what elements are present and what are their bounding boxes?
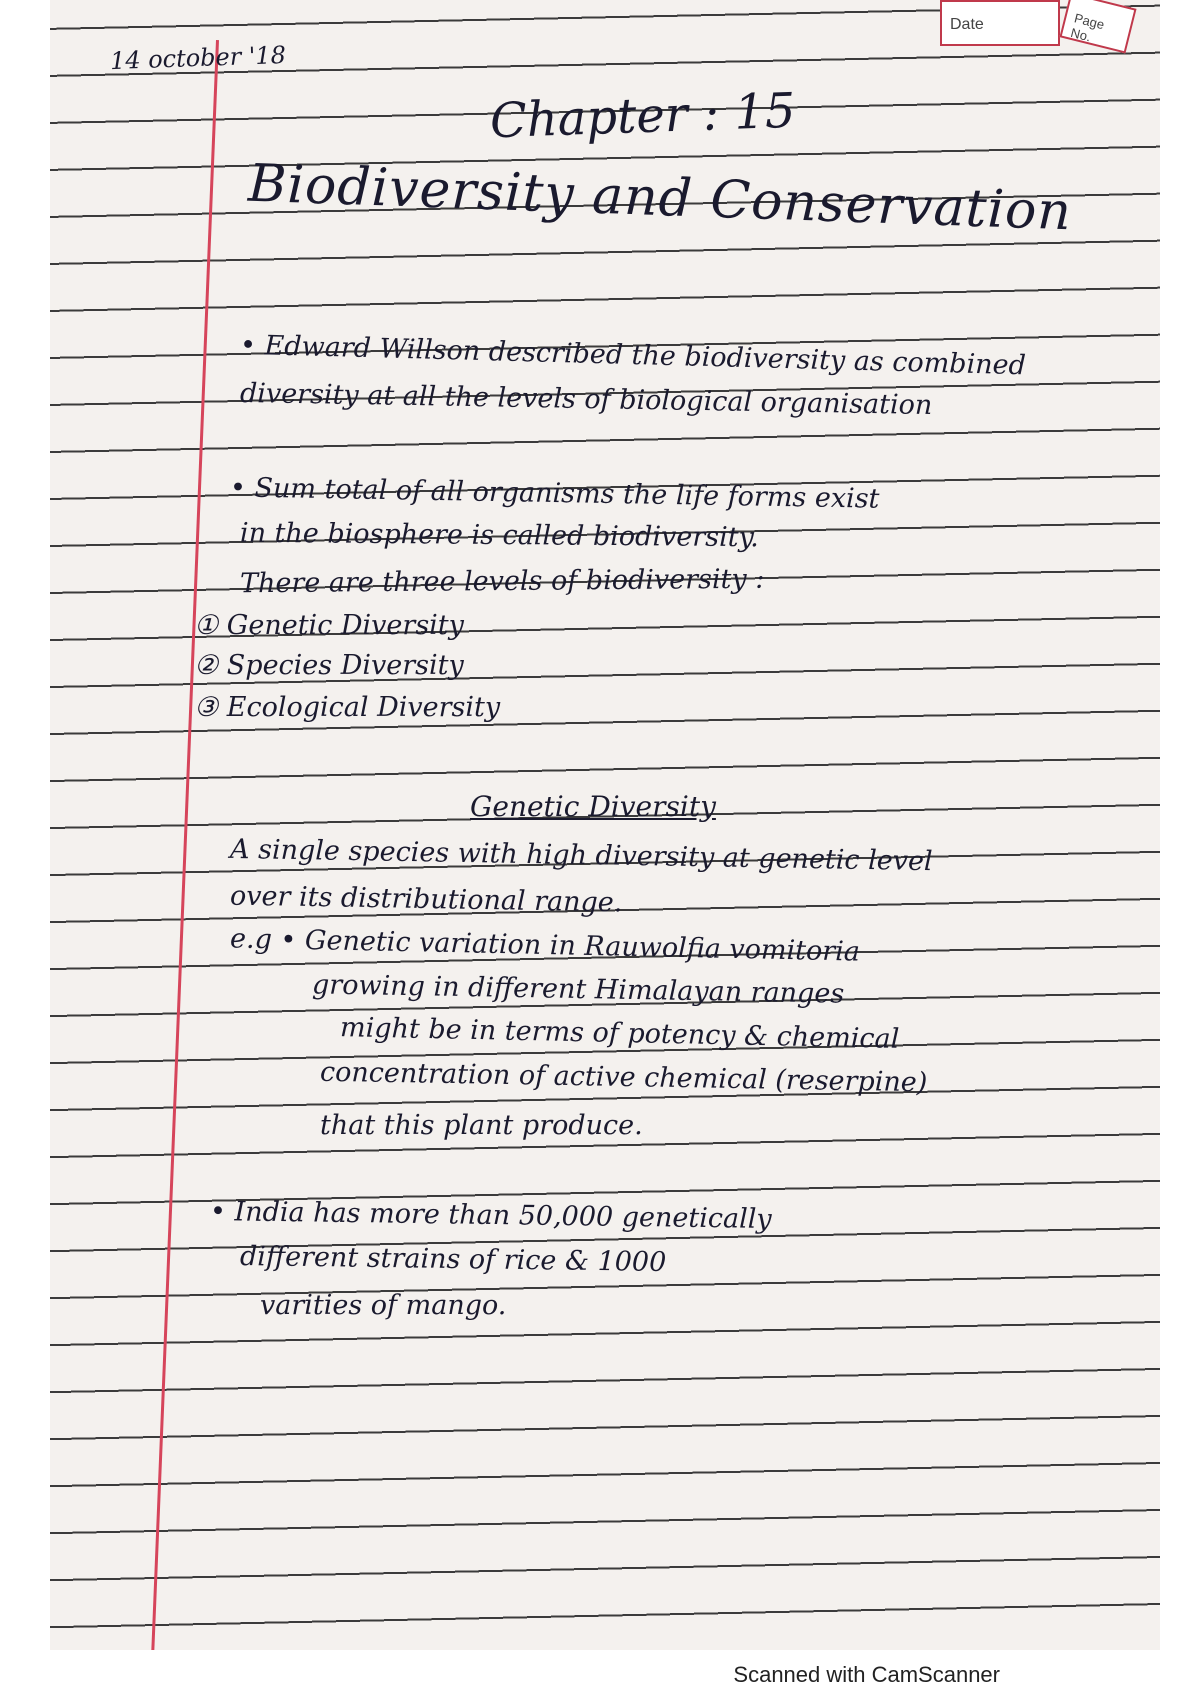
chapter-heading: Chapter : 15 bbox=[489, 82, 797, 150]
note-line: • India has more than 50,000 genetically bbox=[209, 1196, 772, 1235]
subheading-genetic-diversity: Genetic Diversity bbox=[470, 790, 716, 823]
note-line: There are three levels of biodiversity : bbox=[239, 563, 765, 600]
note-line: that this plant produce. bbox=[320, 1110, 643, 1141]
note-line: in the biosphere is called biodiversity. bbox=[239, 517, 759, 554]
written-date: 14 october '18 bbox=[109, 40, 287, 76]
note-line: might be in terms of potency & chemical bbox=[339, 1012, 900, 1055]
level-item: ② Species Diversity bbox=[194, 650, 464, 681]
note-line: • Sum total of all organisms the life forms exist bbox=[229, 472, 880, 515]
note-line: different strains of rice & 1000 bbox=[239, 1241, 667, 1278]
stamp-page-box: Page No. bbox=[1059, 0, 1136, 54]
date-stamp bbox=[940, 0, 1132, 46]
margin-line bbox=[151, 40, 219, 1650]
note-line: • Edward Willson described the biodiversity as combined bbox=[239, 329, 1027, 382]
stamp-date-box: Date bbox=[940, 0, 1060, 46]
notebook-page bbox=[50, 0, 1160, 1650]
note-line: varities of mango. bbox=[260, 1290, 507, 1321]
level-item: ③ Ecological Diversity bbox=[194, 692, 501, 723]
scanner-watermark: Scanned with CamScanner bbox=[733, 1662, 1000, 1687]
chapter-title: Biodiversity and Conservation bbox=[247, 153, 1073, 243]
note-line: growing in different Himalayan ranges bbox=[311, 969, 845, 1010]
note-line: over its distributional range. bbox=[229, 880, 623, 919]
level-item: ① Genetic Diversity bbox=[194, 610, 464, 641]
note-line: concentration of active chemical (reserpine) bbox=[319, 1056, 928, 1099]
note-line: e.g • Genetic variation in Rauwolfia vomitoria bbox=[229, 923, 861, 968]
note-line: diversity at all the levels of biological organisation bbox=[239, 377, 933, 422]
note-line: A single species with high diversity at genetic level bbox=[229, 833, 933, 878]
